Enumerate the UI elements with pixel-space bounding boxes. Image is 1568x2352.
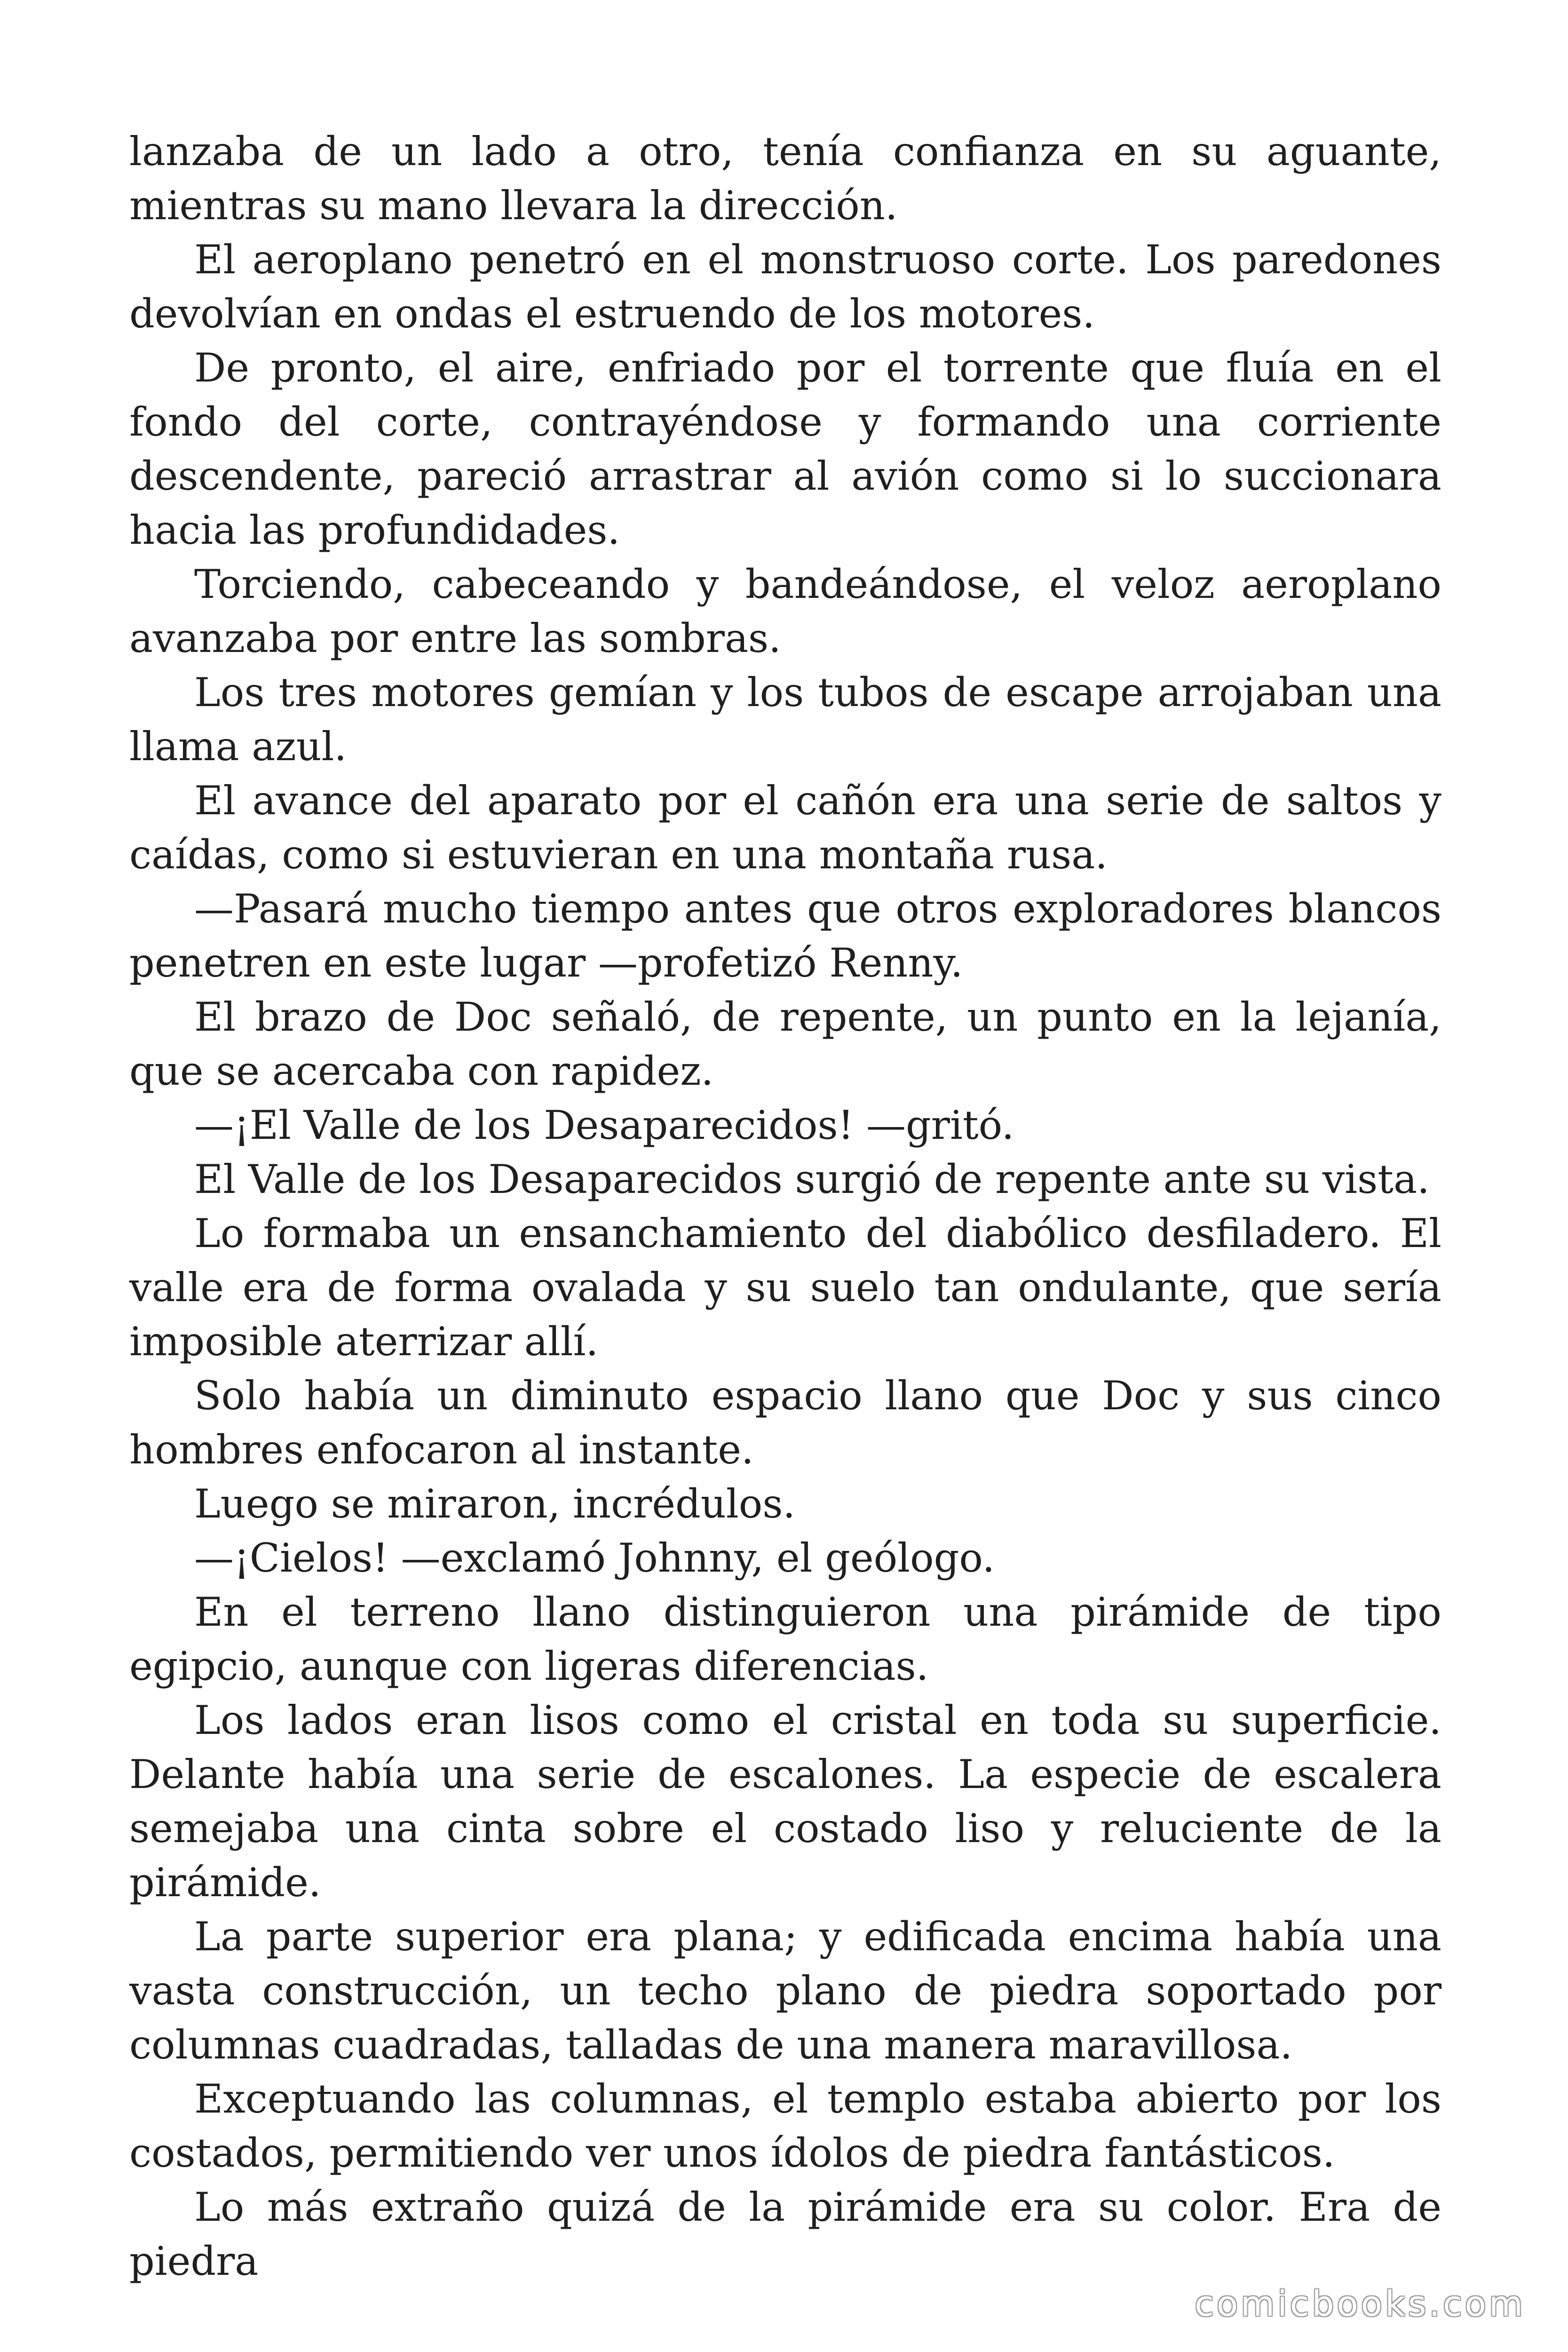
paragraph: —¡Cielos! —exclamó Johnny, el geólogo. (194, 1535, 995, 1581)
paragraph: lanzaba de un lado a otro, tenía confianza en su aguante, mientras su mano llevara la dirección. (129, 128, 1441, 229)
paragraph: Lo más extraño quizá de la pirámide era su color. Era de piedra (129, 2184, 1441, 2284)
paragraph: Solo había un diminuto espacio llano que Doc y sus cinco hombres enfocaron al instante. (129, 1373, 1441, 1473)
paragraph: El Valle de los Desaparecidos surgió de repente ante su vista. (194, 1156, 1430, 1202)
paragraph: Luego se miraron, incrédulos. (194, 1481, 796, 1527)
paragraph: Lo formaba un ensanchamiento del diabólico desfiladero. El valle era de forma ovalada y su suelo tan ondulante, que sería imposible aterrizar allí. (129, 1210, 1441, 1365)
paragraph: El brazo de Doc señaló, de repente, un punto en la lejanía, que se acercaba con rapidez. (129, 994, 1441, 1094)
watermark: comicbooks.com (1195, 2284, 1526, 2324)
paragraph: Los tres motores gemían y los tubos de escape arrojaban una llama azul. (129, 669, 1441, 770)
paragraph: —¡El Valle de los Desaparecidos! —gritó. (194, 1102, 1014, 1148)
paragraph: En el terreno llano distinguieron una pirámide de tipo egipcio, aunque con ligeras diferencias. (129, 1589, 1441, 1689)
paragraph: De pronto, el aire, enfriado por el torrente que fluía en el fondo del corte, contrayéndose y formando una corriente descendente, pareció arrastrar al avión como si lo succionara hacia las profundidades. (129, 345, 1441, 553)
paragraph: El avance del aparato por el cañón era una serie de saltos y caídas, como si estuvieran en una montaña rusa. (129, 778, 1441, 878)
paragraph: Torciendo, cabeceando y bandeándose, el veloz aeroplano avanzaba por entre las sombras. (129, 561, 1441, 661)
page-body-text (129, 125, 1441, 2288)
paragraph: La parte superior era plana; y edificada encima había una vasta construcción, un techo plano de piedra soportado por columnas cuadradas, talladas de una manera maravillosa. (129, 1914, 1441, 2068)
paragraph: —Pasará mucho tiempo antes que otros exploradores blancos penetren en este lugar —profetizó Renny. (129, 886, 1441, 986)
paragraph: El aeroplano penetró en el monstruoso corte. Los paredones devolvían en ondas el estruendo de los motores. (129, 237, 1441, 337)
paragraph: Exceptuando las columnas, el templo estaba abierto por los costados, permitiendo ver unos ídolos de piedra fantásticos. (129, 2076, 1441, 2176)
paragraph: Los lados eran lisos como el cristal en toda su superficie. Delante había una serie de escalones. La especie de escalera semejaba una cinta sobre el costado liso y reluciente de la pirámide. (129, 1697, 1441, 1906)
